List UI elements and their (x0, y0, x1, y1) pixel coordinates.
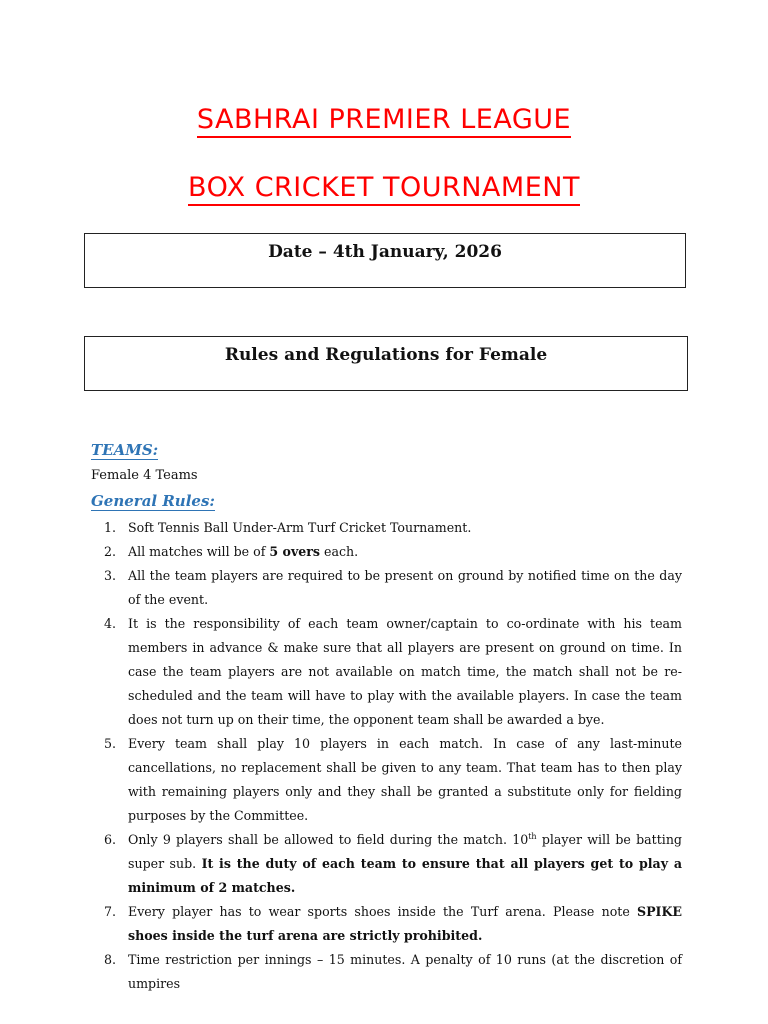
rule-item: 4. It is the responsibility of each team owner/captain to co-ordinate with his team members in advance & make sure that all players are present on ground on time. In case the team players are not available on match time, the match shall not be re-scheduled and the team will have to play with the available players. In case the team does not turn up on their time, the opponent team shall be awarded a bye. (104, 616, 682, 727)
teams-heading: TEAMS: (91, 441, 159, 459)
title-line-1: SABHRAI PREMIER LEAGUE (0, 104, 768, 138)
title-line-2: BOX CRICKET TOURNAMENT (0, 172, 768, 206)
rule-item: 6. Only 9 players shall be allowed to field during the match. 10th player will be batting super sub. It is the duty of each team to ensure that all players get to play a minimum of 2 matches. (104, 831, 682, 895)
date-box (84, 233, 686, 288)
rules-list (92, 516, 682, 996)
rule-item: 5. Every team shall play 10 players in each match. In case of any last-minute cancellations, no replacement shall be given to any team. That team has to then play with remaining players only and they shall be granted a substitute only for fielding purposes by the Committee. (104, 736, 682, 823)
rule-item: 8. Time restriction per innings – 15 minutes. A penalty of 10 runs (at the discretion of umpires (104, 952, 682, 991)
rules-title: Rules and Regulations for Female (224, 345, 548, 365)
date-text: Date – 4th January, 2026 (268, 242, 502, 262)
general-rules-heading: General Rules: (91, 492, 215, 510)
rule-item: 7. Every player has to wear sports shoes inside the Turf arena. Please note SPIKE shoes inside the turf arena are strictly prohibited. (104, 904, 682, 943)
rule-item: 2. All matches will be of 5 overs each. (104, 544, 359, 559)
teams-text: Female 4 Teams (91, 468, 198, 483)
rule-item: 3. All the team players are required to be present on ground by notified time on the day of the event. (104, 568, 682, 607)
rule-item: 1. Soft Tennis Ball Under-Arm Turf Cricket Tournament. (104, 520, 472, 535)
rules-title-box (84, 336, 688, 391)
